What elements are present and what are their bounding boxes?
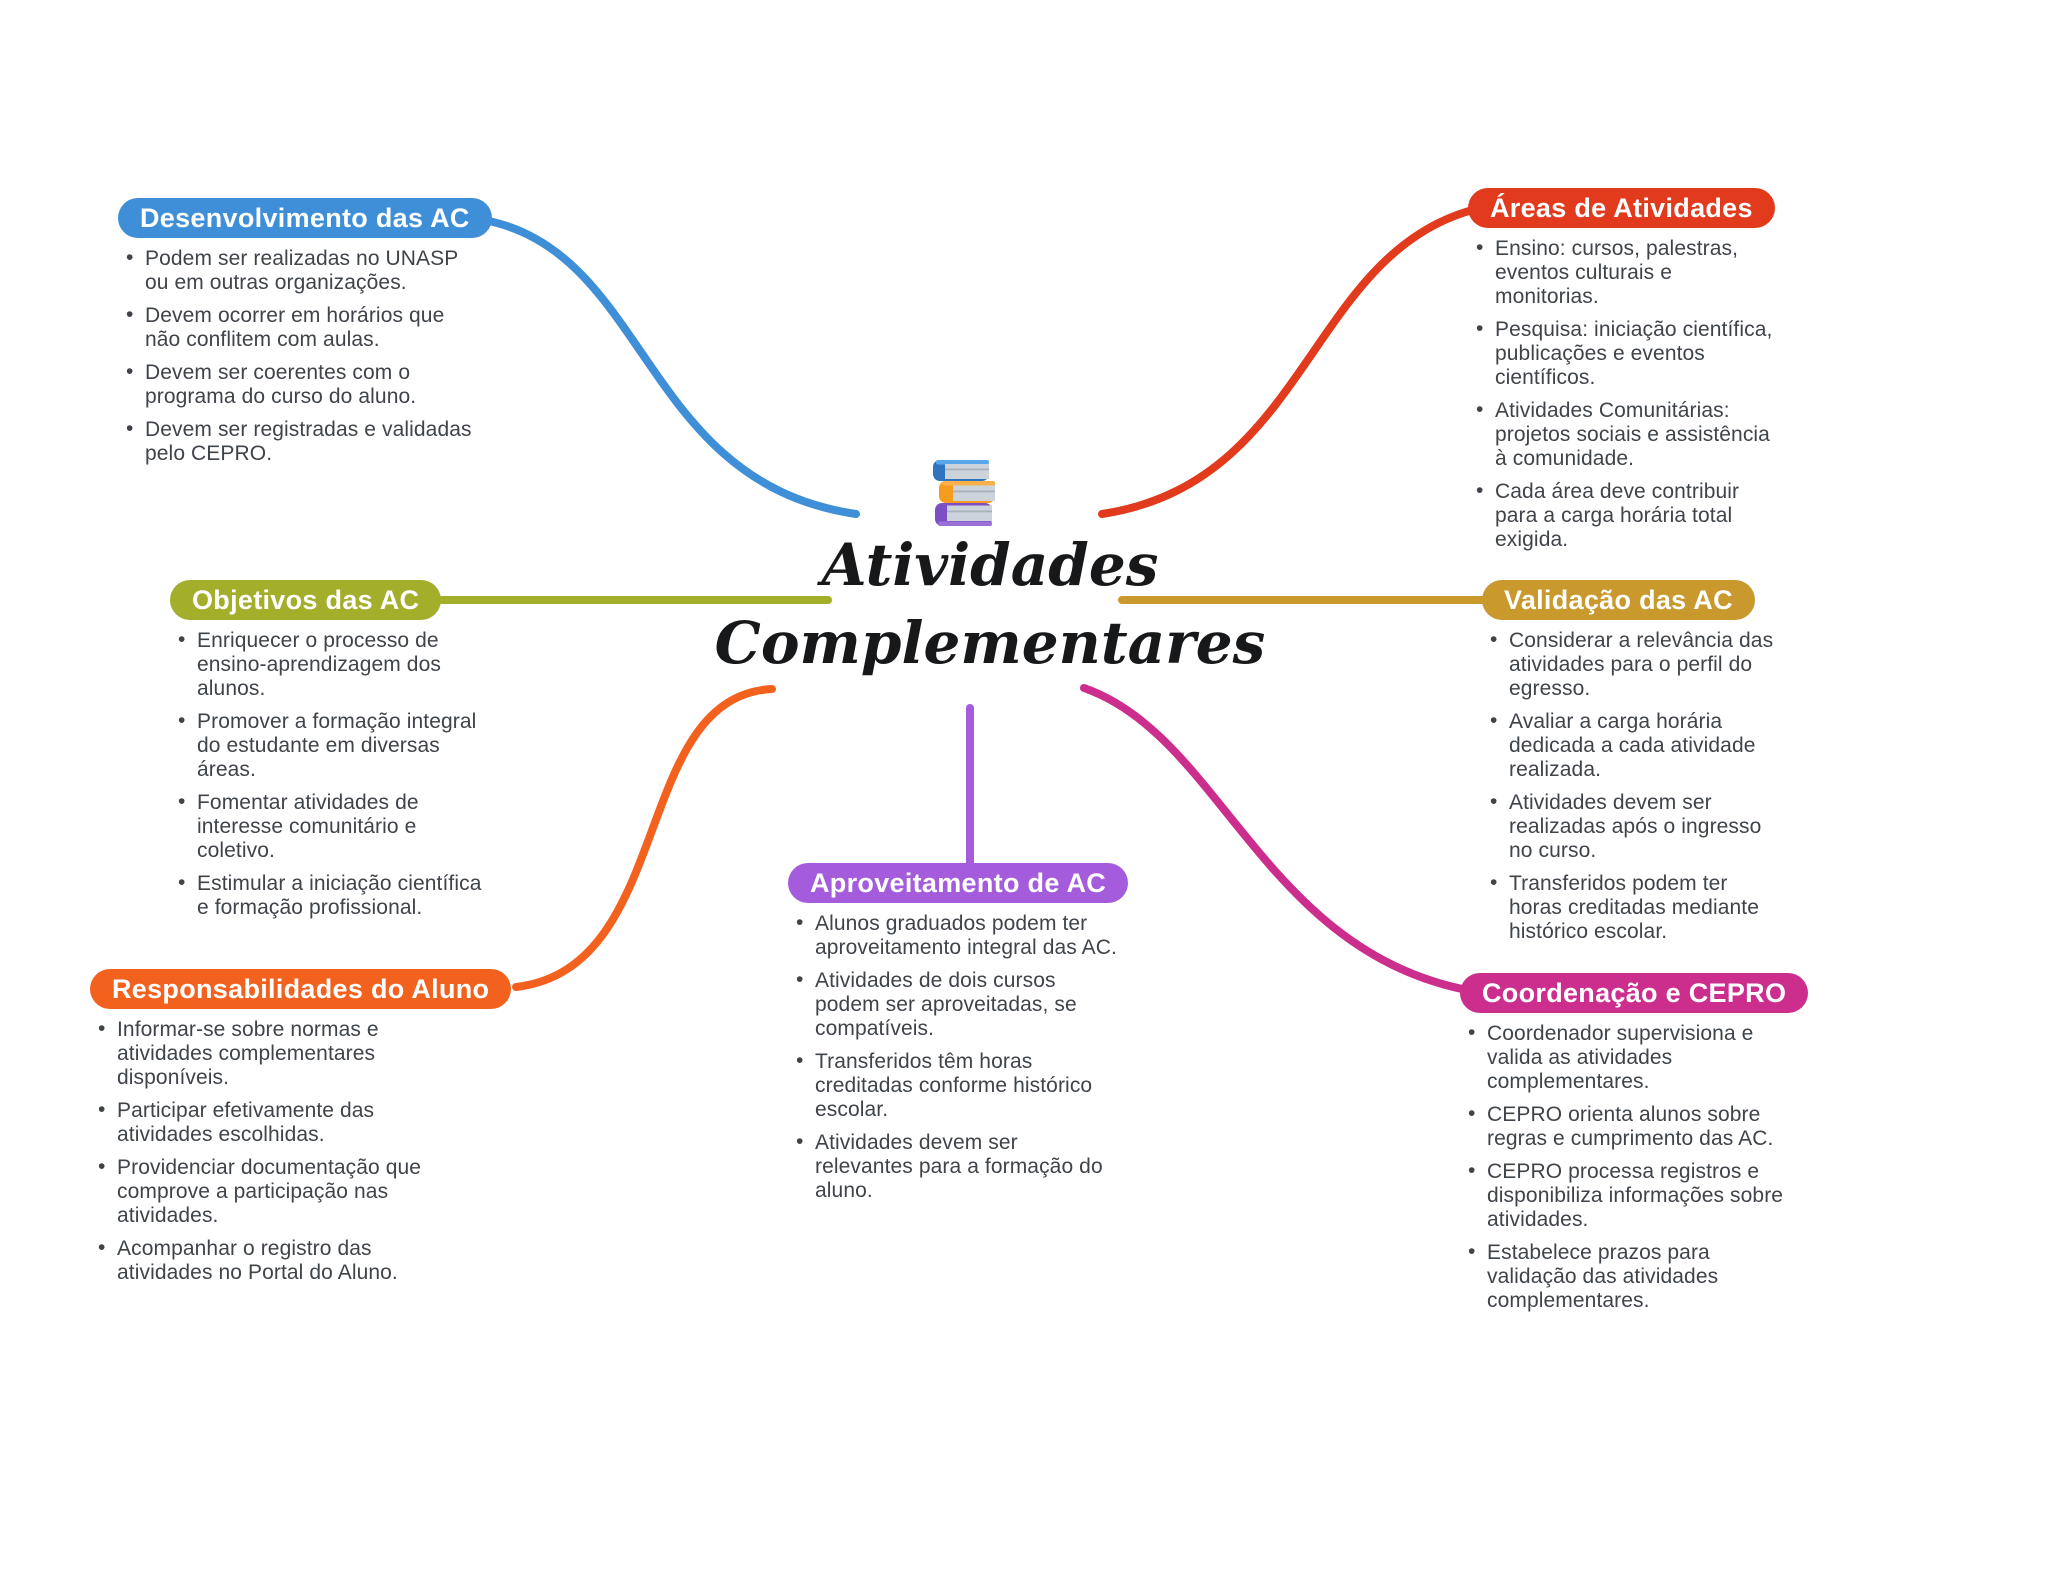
branch-pill-responsabilidades: Responsabilidades do Aluno bbox=[90, 969, 511, 1009]
bullet-list-responsabilidades bbox=[96, 1018, 458, 1285]
bullet: • Coordenador supervisiona e valida as atividades complementares. bbox=[1466, 1022, 1804, 1094]
bullet: • Ensino: cursos, palestras, eventos culturais e monitorias. bbox=[1474, 237, 1778, 309]
branch-pill-aproveitamento: Aproveitamento de AC bbox=[788, 863, 1128, 903]
branch-coordenacao bbox=[1460, 973, 1804, 1322]
bullet: • Atividades devem ser relevantes para a formação do aluno. bbox=[794, 1131, 1118, 1203]
bullet: • Devem ocorrer em horários que não conflitem com aulas. bbox=[124, 304, 483, 352]
bullet: • Estabelece prazos para validação das atividades complementares. bbox=[1466, 1241, 1804, 1313]
bullet: • Promover a formação integral do estudante em diversas áreas. bbox=[176, 710, 482, 782]
bullet-list-validacao bbox=[1488, 629, 1782, 944]
bullet-list-coordenacao bbox=[1466, 1022, 1804, 1313]
connector-areas bbox=[1102, 208, 1480, 514]
bullet: • CEPRO orienta alunos sobre regras e cumprimento das AC. bbox=[1466, 1103, 1804, 1151]
bullet: • Transferidos podem ter horas creditadas mediante histórico escolar. bbox=[1488, 872, 1782, 944]
bullet: • Providenciar documentação que comprove a participação nas atividades. bbox=[96, 1156, 458, 1228]
bullet: • Considerar a relevância das atividades para o perfil do egresso. bbox=[1488, 629, 1782, 701]
branch-desenvolvimento bbox=[118, 198, 483, 475]
bullet-list-desenvolvimento bbox=[124, 247, 483, 466]
bullet: • Participar efetivamente das atividades escolhidas. bbox=[96, 1099, 458, 1147]
bullet: • Informar-se sobre normas e atividades complementares disponíveis. bbox=[96, 1018, 458, 1090]
branch-validacao bbox=[1482, 580, 1782, 953]
bullet: • CEPRO processa registros e disponibiliza informações sobre atividades. bbox=[1466, 1160, 1804, 1232]
bullet: • Enriquecer o processo de ensino-aprendizagem dos alunos. bbox=[176, 629, 482, 701]
connector-responsabilidades bbox=[516, 689, 772, 987]
bullet: • Alunos graduados podem ter aproveitamento integral das AC. bbox=[794, 912, 1118, 960]
bullet-list-areas bbox=[1474, 237, 1778, 552]
books-icon bbox=[933, 458, 995, 526]
branch-responsabilidades bbox=[90, 969, 490, 1294]
bullet: • Avaliar a carga horária dedicada a cada atividade realizada. bbox=[1488, 710, 1782, 782]
central-title bbox=[690, 526, 1290, 682]
bullet: • Atividades devem ser realizadas após o ingresso no curso. bbox=[1488, 791, 1782, 863]
bullet-list-aproveitamento bbox=[794, 912, 1118, 1203]
bullet: • Transferidos têm horas creditadas conforme histórico escolar. bbox=[794, 1050, 1118, 1122]
branch-pill-coordenacao: Coordenação e CEPRO bbox=[1460, 973, 1808, 1013]
branch-pill-desenvolvimento: Desenvolvimento das AC bbox=[118, 198, 492, 238]
bullet: • Acompanhar o registro das atividades no Portal do Aluno. bbox=[96, 1237, 458, 1285]
bullet: • Cada área deve contribuir para a carga horária total exigida. bbox=[1474, 480, 1778, 552]
branch-aproveitamento bbox=[788, 863, 1118, 1212]
bullet: • Estimular a iniciação científica e formação profissional. bbox=[176, 872, 482, 920]
bullet: • Fomentar atividades de interesse comunitário e coletivo. bbox=[176, 791, 482, 863]
connector-desenvolvimento bbox=[484, 220, 856, 514]
bullet: • Devem ser registradas e validadas pelo CEPRO. bbox=[124, 418, 483, 466]
bullet: • Pesquisa: iniciação científica, publicações e eventos científicos. bbox=[1474, 318, 1778, 390]
bullet: • Devem ser coerentes com o programa do curso do aluno. bbox=[124, 361, 483, 409]
central-title-line1: Atividades bbox=[821, 531, 1159, 599]
branch-pill-validacao: Validação das AC bbox=[1482, 580, 1755, 620]
branch-pill-objetivos: Objetivos das AC bbox=[170, 580, 441, 620]
branch-objetivos bbox=[170, 580, 482, 929]
bullet-list-objetivos bbox=[176, 629, 482, 920]
central-title-line2: Complementares bbox=[714, 609, 1266, 677]
connector-coordenacao bbox=[1084, 688, 1472, 991]
branch-areas bbox=[1468, 188, 1778, 561]
branch-pill-areas: Áreas de Atividades bbox=[1468, 188, 1775, 228]
bullet: • Atividades de dois cursos podem ser aproveitadas, se compatíveis. bbox=[794, 969, 1118, 1041]
bullet: • Atividades Comunitárias: projetos sociais e assistência à comunidade. bbox=[1474, 399, 1778, 471]
bullet: • Podem ser realizadas no UNASP ou em outras organizações. bbox=[124, 247, 483, 295]
